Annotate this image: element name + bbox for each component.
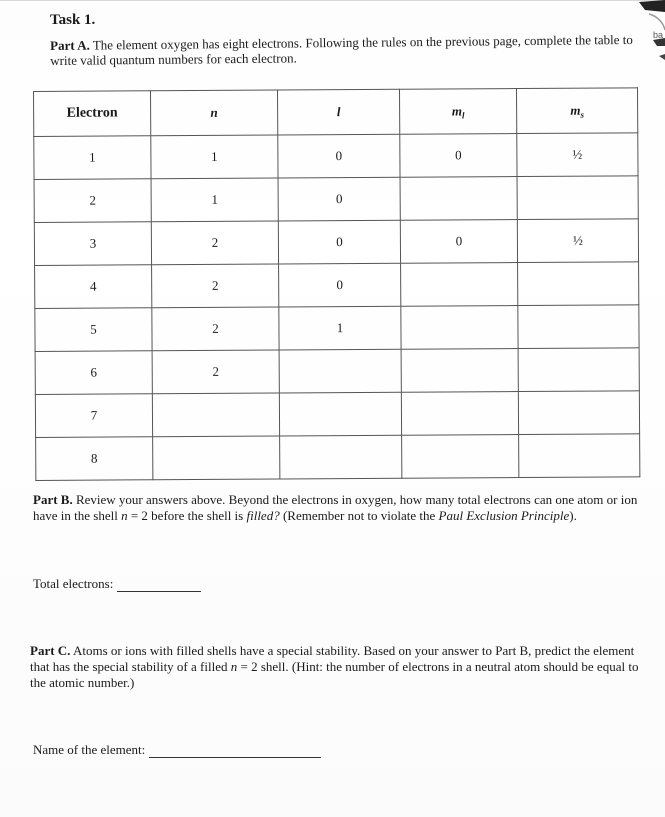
header-ms-main: m (570, 102, 581, 118)
cell-l[interactable] (279, 392, 401, 436)
part-c-text-1: Atoms or ions with filled shells have a special stability. Based on your answer to Part B, predict the element that has the special stability of a filled (30, 643, 635, 674)
element-name-answer (33, 742, 321, 758)
cell-n[interactable]: 2 (151, 221, 278, 265)
part-a-text: The element oxygen has eight electrons. Following the rules on the previous page, complete the table to write valid quantum numbers for each electron. (50, 31, 633, 68)
cell-ml[interactable] (402, 435, 519, 479)
part-b-text-1: Review your answers above. Beyond the electrons in oxygen, how many total electrons can one atom or ion have in the shell (33, 492, 638, 523)
cell-ms[interactable] (519, 434, 640, 478)
top-divider (0, 0, 665, 1)
part-b-question (33, 492, 638, 524)
cell-ml[interactable] (401, 263, 518, 307)
header-l: l (277, 89, 399, 135)
cell-l[interactable]: 0 (278, 220, 400, 264)
part-b-principle: Paul Exclusion Principle (438, 508, 570, 523)
cell-ms[interactable] (518, 262, 639, 306)
cell-n[interactable] (152, 393, 279, 437)
table-row (35, 305, 639, 352)
cell-l[interactable]: 1 (279, 306, 401, 350)
cell-n[interactable] (153, 436, 280, 480)
part-b-text-3: (Remember not to violate the (282, 508, 436, 523)
task-title: Task 1. (50, 12, 96, 28)
quantum-numbers-table (33, 87, 640, 481)
cell-n[interactable]: 1 (151, 135, 278, 179)
total-electrons-answer (33, 576, 201, 592)
header-electron: Electron (34, 91, 151, 137)
cell-n[interactable]: 2 (152, 350, 279, 394)
part-b-filled-word: filled? (246, 508, 280, 523)
total-electrons-blank[interactable] (117, 576, 201, 592)
cell-ms[interactable] (518, 305, 639, 349)
cell-n[interactable]: 2 (152, 264, 279, 308)
element-name-blank[interactable] (149, 742, 321, 758)
table-row (35, 391, 639, 438)
total-electrons-label: Total electrons: (33, 576, 114, 591)
cell-ms[interactable]: ½ (517, 219, 638, 263)
header-ms-sub: s (580, 109, 584, 120)
corner-fragment-text: ba (652, 30, 663, 40)
cell-ml[interactable] (401, 392, 518, 436)
table-row (34, 176, 638, 223)
part-b-n-variable: n (121, 508, 128, 523)
header-n: n (151, 90, 278, 136)
part-b-label: Part B. (33, 492, 73, 507)
part-c-text-2: = 2 shell. (Hint: the number of electrons in a neutral atom should be equal to the atomic number.) (30, 659, 639, 690)
cell-electron: 3 (34, 222, 151, 266)
cell-l[interactable]: 0 (278, 134, 400, 178)
cell-electron: 7 (35, 394, 152, 438)
table-header-row (34, 88, 638, 137)
part-a-instructions (50, 32, 640, 68)
part-b-text-2: = 2 before the shell is (130, 508, 244, 523)
part-b-text-4: ). (569, 508, 577, 523)
cell-electron: 5 (35, 308, 152, 352)
cell-ml[interactable]: 0 (400, 134, 517, 178)
cell-l[interactable]: 0 (279, 263, 401, 307)
part-c-n-variable: n (230, 659, 238, 674)
cell-n[interactable]: 1 (151, 178, 278, 222)
cell-electron: 4 (35, 265, 152, 309)
cell-ml[interactable] (400, 177, 517, 221)
part-a-label: Part A. (50, 37, 90, 53)
part-c-label: Part C. (30, 643, 71, 658)
cell-electron: 1 (34, 136, 151, 180)
cell-ms[interactable] (517, 176, 638, 220)
cell-n[interactable]: 2 (152, 307, 279, 351)
cell-l[interactable]: 0 (278, 177, 400, 221)
header-ml-sub: l (461, 109, 465, 120)
table-row (36, 434, 640, 481)
cell-ms[interactable]: ½ (517, 133, 638, 177)
table-row (34, 219, 638, 266)
cell-ml[interactable] (401, 306, 518, 350)
cell-l[interactable] (279, 349, 401, 393)
header-ml (399, 89, 516, 135)
element-name-label: Name of the element: (33, 742, 146, 757)
cell-l[interactable] (280, 435, 402, 479)
cell-electron: 2 (34, 179, 151, 223)
part-c-question (30, 643, 640, 691)
cell-ms[interactable] (518, 348, 639, 392)
cell-ms[interactable] (518, 391, 639, 435)
table-row (35, 348, 639, 395)
table-row (34, 133, 638, 180)
cell-ml[interactable] (401, 349, 518, 393)
header-ms (516, 88, 637, 134)
cell-ml[interactable]: 0 (400, 220, 517, 264)
header-ml-main: m (451, 102, 462, 118)
table-row (35, 262, 639, 309)
cell-electron: 8 (36, 437, 153, 481)
cell-electron: 6 (35, 351, 152, 395)
